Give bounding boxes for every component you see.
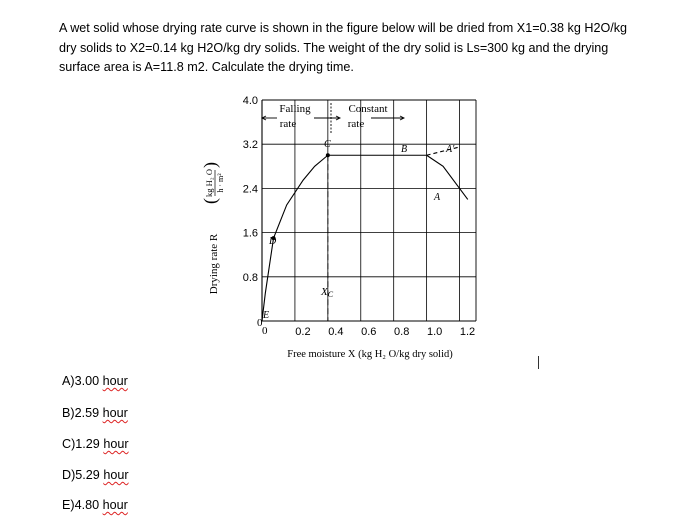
option-letter: B) (62, 406, 75, 420)
option-letter: C) (62, 437, 76, 451)
x-tick-label: 1.0 (426, 326, 443, 338)
y-tick-label: 3.2 (242, 139, 258, 152)
option-value: 3.00 (74, 374, 100, 388)
chart-ticks (243, 95, 475, 338)
text-cursor (538, 356, 539, 369)
falling-rate-label: Falling (279, 103, 311, 115)
option-unit: hour (103, 437, 129, 451)
y-tick-label: 2.4 (242, 183, 258, 196)
y-origin-label: 0 (257, 317, 263, 329)
option-value: 1.29 (75, 437, 100, 451)
option-d[interactable] (62, 468, 129, 482)
x-origin-label: 0 (262, 325, 268, 337)
chart-axes (262, 100, 476, 321)
question-line: A wet solid whose drying rate curve is shown in the figure below will be dried from X1=0.38 kg H2O/kg (59, 21, 628, 35)
point-label-d: D (269, 236, 277, 247)
point-label-e: E (263, 310, 270, 321)
option-value: 2.59 (74, 406, 100, 420)
x-tick-label: 0.6 (361, 326, 377, 338)
option-letter: E) (62, 498, 75, 512)
chart-grid (262, 100, 476, 321)
constant-rate-label: rate (347, 118, 365, 130)
falling-rate-label: rate (279, 118, 297, 130)
paren-left: ( (200, 198, 220, 204)
option-a[interactable] (62, 374, 128, 388)
constant-rate-label: Constant (348, 103, 388, 115)
option-c[interactable] (62, 437, 129, 451)
xc-label: XC (321, 286, 334, 299)
option-value: 4.80 (74, 498, 100, 512)
chart-curves (262, 147, 468, 321)
y-unit-denominator: h · m² (216, 173, 225, 193)
point-label-a: A (434, 192, 441, 203)
question-line: dry solids to X2=0.14 kg H2O/kg dry solids. The weight of the dry solid is Ls=300 kg and the drying (59, 40, 609, 55)
option-b[interactable] (62, 406, 128, 420)
option-letter: A) (62, 374, 75, 388)
option-unit: hour (102, 406, 128, 420)
y-tick-label: 0.8 (242, 271, 258, 284)
x-tick-label: 0.4 (328, 326, 344, 338)
point-label-c: C (324, 139, 331, 150)
y-unit-numerator: kg H₂ O (204, 169, 214, 197)
drying-curve-segment (427, 155, 468, 199)
question-line: surface area is A=11.8 m2. Calculate the drying time. (59, 60, 354, 74)
point-label-b: B (401, 144, 408, 155)
option-unit: hour (103, 468, 129, 482)
option-letter: D) (62, 468, 76, 482)
x-tick-label: 0.8 (394, 326, 410, 338)
option-unit: hour (102, 374, 128, 388)
y-tick-label: 4.0 (242, 95, 258, 107)
x-axis-title: Free moisture X (kg H₂ O/kg dry solid) (287, 349, 453, 360)
point-label-a-prime: A′ (446, 144, 455, 155)
y-tick-label: 1.6 (242, 227, 258, 240)
paren-right: ) (200, 162, 220, 168)
y-axis-title-text: Drying rate R (208, 233, 220, 295)
drying-curve-segment (427, 147, 460, 155)
option-unit: hour (102, 498, 128, 512)
point-c (326, 153, 330, 157)
x-tick-label: 1.2 (459, 326, 476, 338)
y-axis-title (200, 162, 225, 294)
option-value: 5.29 (75, 468, 100, 482)
option-e[interactable] (62, 498, 128, 512)
x-tick-label: 0.2 (295, 326, 311, 338)
